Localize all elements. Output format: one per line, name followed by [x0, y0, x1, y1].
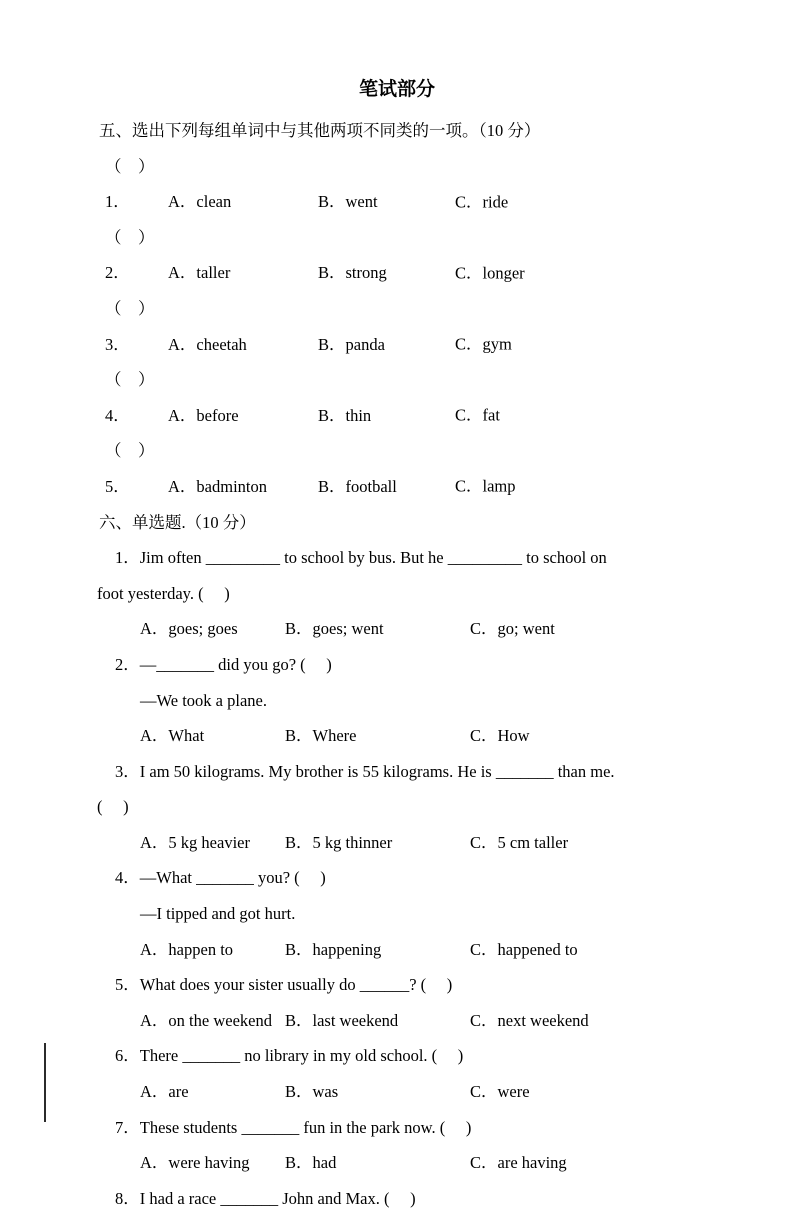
option-a: A．taller — [168, 263, 231, 283]
option-a: A．cheetah — [168, 334, 247, 354]
answer-bracket: （ ）1． — [105, 156, 155, 212]
option-c: C．How — [470, 726, 530, 746]
option-a: A．goes; goes — [140, 619, 238, 639]
question-text-line: 7．These students _______ fun in the park now. ( ) — [115, 1117, 472, 1137]
word-group-row — [97, 149, 697, 220]
worksheet-page — [97, 72, 697, 1216]
options-row — [97, 1003, 697, 1039]
answer-bracket-line: ( ) — [97, 797, 129, 817]
word-group-row — [97, 291, 697, 362]
option-a: A．were having — [140, 1153, 250, 1173]
option-b: B．goes; went — [285, 619, 384, 639]
option-b: B．panda — [318, 334, 385, 354]
dialog-reply-line: —I tipped and got hurt. — [140, 904, 296, 924]
option-b: B．5 kg thinner — [285, 832, 393, 852]
options-row — [97, 825, 697, 861]
option-b: B．Where — [285, 726, 357, 746]
option-c: C．longer — [455, 263, 525, 283]
section6-heading: 六、单选题.（10 分） — [99, 512, 256, 532]
option-a: A．clean — [168, 192, 232, 212]
option-c: C．next weekend — [470, 1010, 589, 1030]
option-b: B．went — [318, 192, 378, 212]
option-b: B．strong — [318, 263, 387, 283]
word-group-row — [97, 220, 697, 291]
word-group-row — [97, 433, 697, 504]
option-c: C．fat — [455, 405, 500, 425]
option-b: B．was — [285, 1082, 339, 1102]
option-b: B．thin — [318, 405, 372, 425]
option-b: B．had — [285, 1153, 337, 1173]
option-a: A．badminton — [168, 476, 267, 496]
page-title: 笔试部分 — [358, 79, 435, 100]
question-text-line: 1．Jim often _________ to school by bus. But he _________ to school on — [115, 548, 607, 568]
question-text-line: 3．I am 50 kilograms. My brother is 55 kilograms. He is _______ than me. — [115, 761, 615, 781]
option-c: C．happened to — [470, 939, 578, 959]
option-c: C．5 cm taller — [470, 832, 569, 852]
options-row — [97, 611, 697, 647]
question-text-line: 4．—What _______ you? ( ) — [115, 868, 326, 888]
option-a: A．What — [140, 726, 205, 746]
option-c: C．are having — [470, 1153, 567, 1173]
dialog-reply-line: —We took a plane. — [140, 690, 267, 710]
option-a: A．happen to — [140, 939, 234, 959]
option-c: C．ride — [455, 192, 509, 212]
options-row — [97, 1145, 697, 1181]
option-c: C．gym — [455, 334, 512, 354]
question-text-line: 8．I had a race _______ John and Max. ( ) — [115, 1188, 416, 1208]
option-a: A．on the weekend — [140, 1010, 272, 1030]
section5-heading: 五、选出下列每组单词中与其他两项不同类的一项。（10 分） — [99, 121, 541, 140]
option-a: A．are — [140, 1082, 189, 1102]
question-text-line: foot yesterday. ( ) — [97, 583, 230, 603]
options-row — [97, 932, 697, 968]
options-row — [97, 1074, 697, 1110]
answer-bracket: （ ）2． — [105, 227, 155, 283]
word-group-row — [97, 362, 697, 433]
option-b: B．happening — [285, 939, 382, 959]
option-b: B．football — [318, 476, 397, 496]
option-c: C．lamp — [455, 476, 516, 496]
answer-bracket: （ ）4． — [105, 370, 155, 425]
left-margin-line — [44, 1043, 46, 1122]
question-text-line: 2．—_______ did you go? ( ) — [115, 654, 332, 674]
answer-bracket: （ ）3． — [105, 298, 155, 354]
option-c: C．go; went — [470, 619, 555, 639]
answer-bracket: （ ）5． — [105, 441, 155, 496]
option-c: C．were — [470, 1082, 530, 1102]
option-a: A．before — [168, 405, 239, 425]
options-row — [97, 718, 697, 754]
option-a: A．5 kg heavier — [140, 832, 250, 852]
option-b: B．last weekend — [285, 1010, 399, 1030]
question-text-line: 5．What does your sister usually do ______? ( ) — [115, 975, 453, 995]
question-text-line: 6．There _______ no library in my old school. ( ) — [115, 1046, 464, 1066]
